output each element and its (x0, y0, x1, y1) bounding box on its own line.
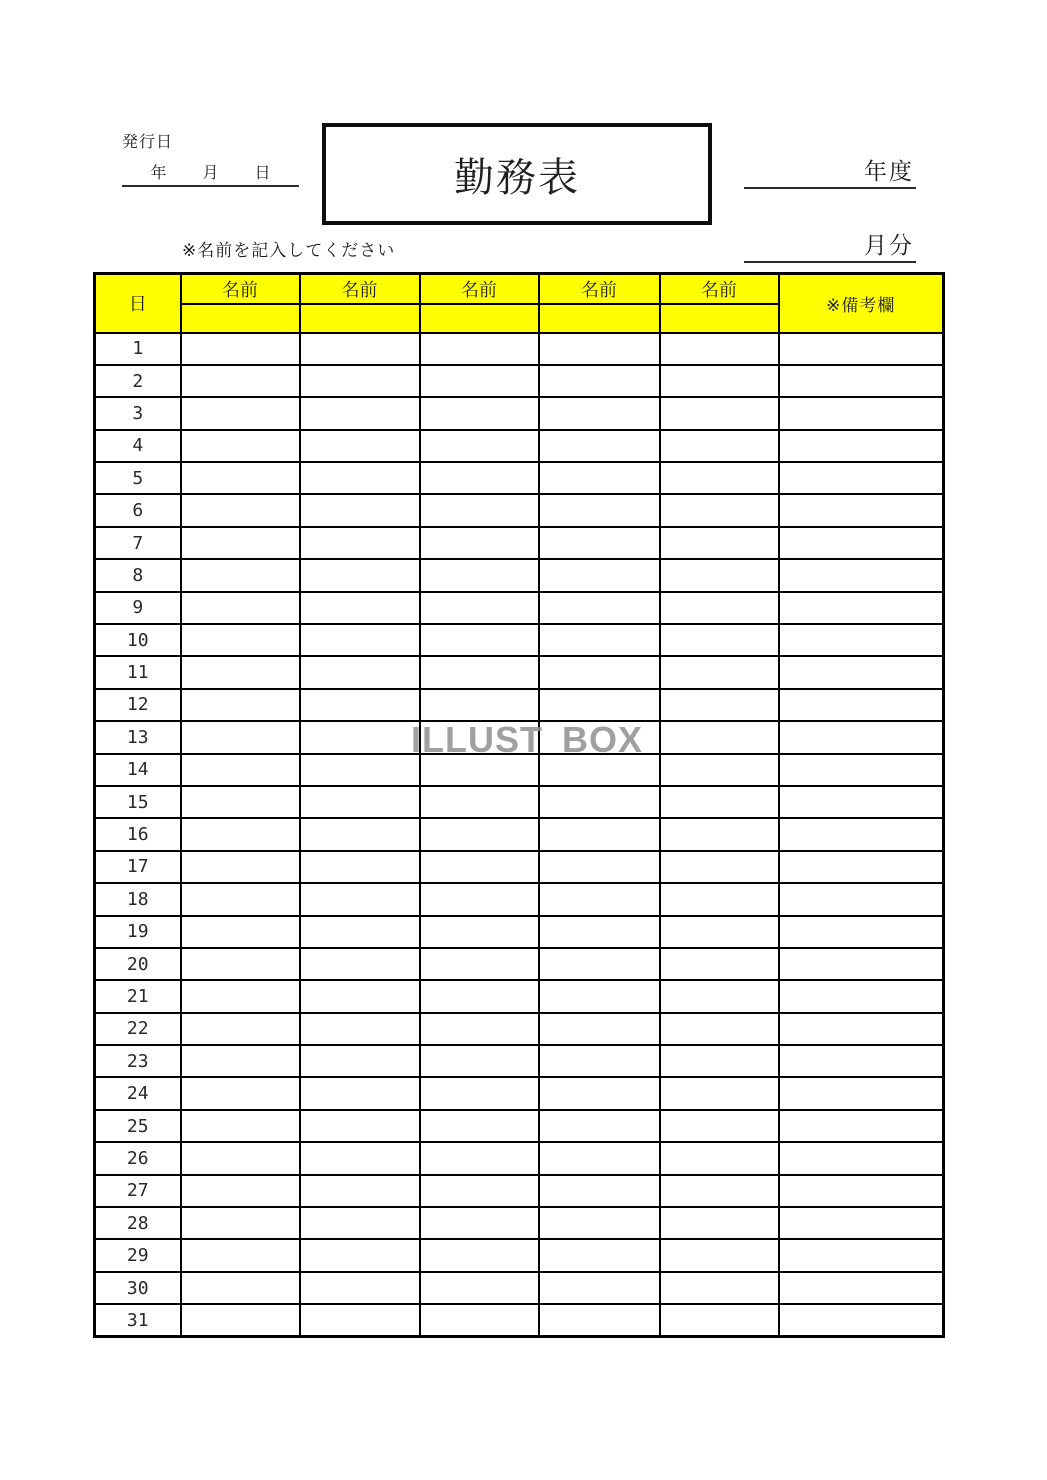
day-number-cell: 19 (95, 916, 181, 948)
day-row (95, 916, 944, 948)
shift-entry-cell (539, 333, 660, 365)
shift-entry-cell (300, 754, 420, 786)
issue-date-line (122, 158, 299, 187)
shift-entry-cell (181, 1304, 300, 1336)
day-row (95, 365, 944, 397)
remarks-entry-cell (779, 818, 944, 850)
shift-entry-cell (539, 818, 660, 850)
shift-entry-cell (660, 754, 779, 786)
shift-entry-cell (420, 527, 539, 559)
remarks-entry-cell (779, 1175, 944, 1207)
day-row (95, 333, 944, 365)
day-row (95, 624, 944, 656)
day-row (95, 462, 944, 494)
shift-entry-cell (181, 430, 300, 462)
shift-entry-cell (660, 430, 779, 462)
shift-entry-cell (660, 333, 779, 365)
shift-entry-cell (660, 786, 779, 818)
remarks-entry-cell (779, 1207, 944, 1239)
shift-entry-cell (300, 365, 420, 397)
shift-entry-cell (420, 365, 539, 397)
shift-entry-cell (420, 1077, 539, 1109)
shift-entry-cell (539, 1207, 660, 1239)
shift-entry-cell (420, 1045, 539, 1077)
day-row (95, 1110, 944, 1142)
day-row (95, 559, 944, 591)
shift-entry-cell (181, 656, 300, 688)
shift-entry-cell (420, 948, 539, 980)
day-row (95, 1013, 944, 1045)
name-fillin-cell (420, 304, 539, 333)
shift-entry-cell (660, 559, 779, 591)
remarks-entry-cell (779, 1077, 944, 1109)
day-number-cell: 14 (95, 754, 181, 786)
remarks-entry-cell (779, 980, 944, 1012)
day-number-cell: 30 (95, 1272, 181, 1304)
shift-entry-cell (539, 851, 660, 883)
shift-entry-cell (300, 851, 420, 883)
shift-entry-cell (420, 851, 539, 883)
shift-entry-cell (660, 818, 779, 850)
shift-entry-cell (300, 494, 420, 526)
day-row (95, 818, 944, 850)
month-label: 月 (202, 165, 219, 182)
shift-entry-cell (420, 980, 539, 1012)
shift-entry-cell (539, 365, 660, 397)
shift-entry-cell (539, 786, 660, 818)
day-number-cell: 8 (95, 559, 181, 591)
shift-entry-cell (539, 916, 660, 948)
day-number-cell: 22 (95, 1013, 181, 1045)
fiscal-year-line (744, 156, 916, 189)
remarks-entry-cell (779, 333, 944, 365)
day-row (95, 430, 944, 462)
shift-entry-cell (660, 462, 779, 494)
remarks-entry-cell (779, 365, 944, 397)
title-box (322, 123, 712, 225)
shift-entry-cell (660, 883, 779, 915)
day-row (95, 851, 944, 883)
day-number-cell: 13 (95, 721, 181, 753)
shift-entry-cell (539, 1272, 660, 1304)
shift-entry-cell (300, 1304, 420, 1336)
name-fillin-cell (300, 304, 420, 333)
month-suffix: 月分 (864, 232, 914, 258)
shift-entry-cell (660, 1272, 779, 1304)
day-row (95, 1077, 944, 1109)
watermark-text: ILLUST BOX (411, 719, 643, 760)
day-row (95, 1045, 944, 1077)
day-row (95, 883, 944, 915)
day-number-cell: 17 (95, 851, 181, 883)
shift-entry-cell (539, 1304, 660, 1336)
shift-entry-cell (300, 1175, 420, 1207)
shift-entry-cell (300, 883, 420, 915)
shift-entry-cell (539, 883, 660, 915)
shift-entry-cell (660, 494, 779, 526)
shift-entry-cell (300, 1207, 420, 1239)
year-label: 年 (150, 165, 167, 182)
shift-entry-cell (420, 1207, 539, 1239)
shift-entry-cell (181, 1239, 300, 1271)
shift-entry-cell (181, 397, 300, 429)
shift-entry-cell (181, 786, 300, 818)
shift-entry-cell (300, 333, 420, 365)
shift-entry-cell (420, 333, 539, 365)
shift-entry-cell (660, 656, 779, 688)
shift-entry-cell (300, 948, 420, 980)
name-fillin-cell (539, 304, 660, 333)
remarks-entry-cell (779, 397, 944, 429)
shift-entry-cell (539, 1045, 660, 1077)
shift-entry-cell (660, 916, 779, 948)
remarks-entry-cell (779, 494, 944, 526)
shift-entry-cell (420, 1272, 539, 1304)
shift-entry-cell (181, 494, 300, 526)
shift-entry-cell (181, 1142, 300, 1174)
shift-entry-cell (660, 397, 779, 429)
shift-entry-cell (539, 656, 660, 688)
day-row (95, 494, 944, 526)
day-number-cell: 16 (95, 818, 181, 850)
remarks-entry-cell (779, 1110, 944, 1142)
remarks-entry-cell (779, 1013, 944, 1045)
shift-entry-cell (181, 1045, 300, 1077)
shift-entry-cell (660, 721, 779, 753)
day-label: 日 (254, 165, 271, 182)
shift-entry-cell (539, 1142, 660, 1174)
remarks-entry-cell (779, 1239, 944, 1271)
shift-entry-cell (300, 1110, 420, 1142)
shift-entry-cell (420, 397, 539, 429)
month-line (744, 230, 916, 263)
shift-entry-cell (181, 883, 300, 915)
shift-entry-cell (300, 916, 420, 948)
shift-entry-cell (539, 1175, 660, 1207)
day-number-cell: 28 (95, 1207, 181, 1239)
day-number-cell: 11 (95, 656, 181, 688)
shift-entry-cell (300, 624, 420, 656)
shift-entry-cell (539, 624, 660, 656)
shift-entry-cell (181, 1207, 300, 1239)
remarks-entry-cell (779, 916, 944, 948)
header-row-labels (95, 274, 944, 304)
day-number-cell: 1 (95, 333, 181, 365)
remarks-entry-cell (779, 786, 944, 818)
shift-entry-cell (660, 980, 779, 1012)
day-row (95, 527, 944, 559)
shift-entry-cell (420, 1142, 539, 1174)
shift-entry-cell (300, 689, 420, 721)
day-row (95, 1304, 944, 1336)
shift-entry-cell (660, 624, 779, 656)
shift-entry-cell (539, 948, 660, 980)
shift-entry-cell (300, 1077, 420, 1109)
day-number-cell: 26 (95, 1142, 181, 1174)
shift-entry-cell (660, 1239, 779, 1271)
day-number-cell: 10 (95, 624, 181, 656)
shift-entry-cell (300, 1045, 420, 1077)
shift-entry-cell (539, 494, 660, 526)
page-title: 勤務表 (454, 155, 580, 200)
remarks-entry-cell (779, 721, 944, 753)
shift-entry-cell (539, 592, 660, 624)
shift-entry-cell (660, 1207, 779, 1239)
schedule-table (93, 272, 945, 1338)
day-number-cell: 5 (95, 462, 181, 494)
remarks-entry-cell (779, 1142, 944, 1174)
day-number-cell: 27 (95, 1175, 181, 1207)
shift-entry-cell (300, 430, 420, 462)
shift-entry-cell (181, 462, 300, 494)
shift-entry-cell (539, 980, 660, 1012)
shift-entry-cell (181, 818, 300, 850)
day-row (95, 1272, 944, 1304)
day-row (95, 786, 944, 818)
shift-entry-cell (181, 1077, 300, 1109)
shift-entry-cell (181, 333, 300, 365)
remarks-entry-cell (779, 689, 944, 721)
remarks-entry-cell (779, 1272, 944, 1304)
name-column-header: 名前 (660, 274, 779, 304)
remarks-entry-cell (779, 559, 944, 591)
shift-entry-cell (420, 559, 539, 591)
day-number-cell: 2 (95, 365, 181, 397)
shift-entry-cell (181, 1272, 300, 1304)
schedule-header (95, 274, 944, 333)
shift-entry-cell (300, 592, 420, 624)
shift-entry-cell (539, 1013, 660, 1045)
day-number-cell: 12 (95, 689, 181, 721)
shift-entry-cell (660, 365, 779, 397)
shift-entry-cell (660, 1077, 779, 1109)
shift-entry-cell (300, 397, 420, 429)
shift-entry-cell (660, 1142, 779, 1174)
day-row (95, 1175, 944, 1207)
remarks-entry-cell (779, 656, 944, 688)
issue-date-label: 発行日 (122, 134, 174, 151)
shift-entry-cell (420, 883, 539, 915)
shift-entry-cell (660, 1013, 779, 1045)
remarks-column-header: ※備考欄 (779, 274, 944, 333)
shift-entry-cell (660, 1045, 779, 1077)
day-row (95, 656, 944, 688)
shift-entry-cell (539, 527, 660, 559)
day-number-cell: 25 (95, 1110, 181, 1142)
remarks-entry-cell (779, 462, 944, 494)
remarks-entry-cell (779, 624, 944, 656)
shift-entry-cell (660, 1304, 779, 1336)
shift-entry-cell (300, 656, 420, 688)
shift-entry-cell (181, 1175, 300, 1207)
shift-entry-cell (660, 1110, 779, 1142)
shift-entry-cell (420, 1110, 539, 1142)
shift-entry-cell (181, 1110, 300, 1142)
day-number-cell: 20 (95, 948, 181, 980)
shift-entry-cell (539, 559, 660, 591)
day-row (95, 592, 944, 624)
shift-entry-cell (181, 721, 300, 753)
day-number-cell: 6 (95, 494, 181, 526)
shift-entry-cell (539, 1110, 660, 1142)
shift-entry-cell (300, 527, 420, 559)
shift-entry-cell (539, 430, 660, 462)
shift-entry-cell (300, 462, 420, 494)
shift-entry-cell (420, 462, 539, 494)
shift-entry-cell (660, 1175, 779, 1207)
day-number-cell: 3 (95, 397, 181, 429)
fiscal-year-suffix: 年度 (864, 158, 914, 184)
shift-entry-cell (420, 1239, 539, 1271)
shift-entry-cell (660, 851, 779, 883)
name-column-header: 名前 (539, 274, 660, 304)
day-number-cell: 23 (95, 1045, 181, 1077)
shift-entry-cell (300, 1142, 420, 1174)
day-number-cell: 24 (95, 1077, 181, 1109)
name-note: ※名前を記入してください (182, 241, 396, 260)
schedule-body (95, 333, 944, 1337)
shift-entry-cell (181, 916, 300, 948)
remarks-entry-cell (779, 1304, 944, 1336)
remarks-entry-cell (779, 527, 944, 559)
shift-entry-cell (420, 592, 539, 624)
day-number-cell: 31 (95, 1304, 181, 1336)
day-number-cell: 29 (95, 1239, 181, 1271)
shift-entry-cell (420, 1013, 539, 1045)
remarks-entry-cell (779, 883, 944, 915)
shift-entry-cell (181, 527, 300, 559)
shift-entry-cell (420, 818, 539, 850)
shift-entry-cell (300, 818, 420, 850)
shift-entry-cell (181, 624, 300, 656)
shift-entry-cell (660, 592, 779, 624)
shift-entry-cell (420, 1304, 539, 1336)
day-row (95, 1207, 944, 1239)
shift-entry-cell (181, 754, 300, 786)
shift-entry-cell (300, 1013, 420, 1045)
shift-entry-cell (420, 430, 539, 462)
shift-entry-cell (300, 721, 420, 753)
shift-entry-cell (420, 656, 539, 688)
shift-entry-cell (420, 786, 539, 818)
shift-entry-cell (660, 948, 779, 980)
shift-entry-cell (420, 494, 539, 526)
day-column-header: 日 (95, 274, 181, 333)
shift-entry-cell (181, 980, 300, 1012)
remarks-entry-cell (779, 592, 944, 624)
shift-entry-cell (300, 786, 420, 818)
day-row (95, 689, 944, 721)
day-row (95, 948, 944, 980)
shift-entry-cell (420, 689, 539, 721)
shift-entry-cell (300, 1272, 420, 1304)
shift-entry-cell (181, 851, 300, 883)
shift-entry-cell (660, 527, 779, 559)
name-column-header: 名前 (181, 274, 300, 304)
shift-entry-cell (660, 689, 779, 721)
day-number-cell: 9 (95, 592, 181, 624)
remarks-entry-cell (779, 754, 944, 786)
shift-entry-cell (300, 1239, 420, 1271)
shift-entry-cell (539, 462, 660, 494)
name-column-header: 名前 (300, 274, 420, 304)
day-row (95, 397, 944, 429)
day-row (95, 980, 944, 1012)
shift-entry-cell (420, 624, 539, 656)
shift-entry-cell (181, 689, 300, 721)
shift-entry-cell (539, 689, 660, 721)
shift-entry-cell (420, 1175, 539, 1207)
remarks-entry-cell (779, 948, 944, 980)
day-number-cell: 4 (95, 430, 181, 462)
name-fillin-cell (181, 304, 300, 333)
name-column-header: 名前 (420, 274, 539, 304)
remarks-entry-cell (779, 851, 944, 883)
shift-entry-cell (300, 559, 420, 591)
shift-entry-cell (539, 397, 660, 429)
shift-entry-cell (420, 916, 539, 948)
shift-entry-cell (181, 365, 300, 397)
day-row (95, 1142, 944, 1174)
day-number-cell: 15 (95, 786, 181, 818)
shift-entry-cell (539, 1239, 660, 1271)
day-number-cell: 21 (95, 980, 181, 1012)
remarks-entry-cell (779, 430, 944, 462)
shift-entry-cell (539, 1077, 660, 1109)
shift-entry-cell (300, 980, 420, 1012)
shift-entry-cell (181, 1013, 300, 1045)
shift-entry-cell (181, 948, 300, 980)
day-number-cell: 7 (95, 527, 181, 559)
shift-entry-cell (181, 559, 300, 591)
remarks-entry-cell (779, 1045, 944, 1077)
shift-entry-cell (181, 592, 300, 624)
day-number-cell: 18 (95, 883, 181, 915)
name-fillin-cell (660, 304, 779, 333)
day-row (95, 1239, 944, 1271)
